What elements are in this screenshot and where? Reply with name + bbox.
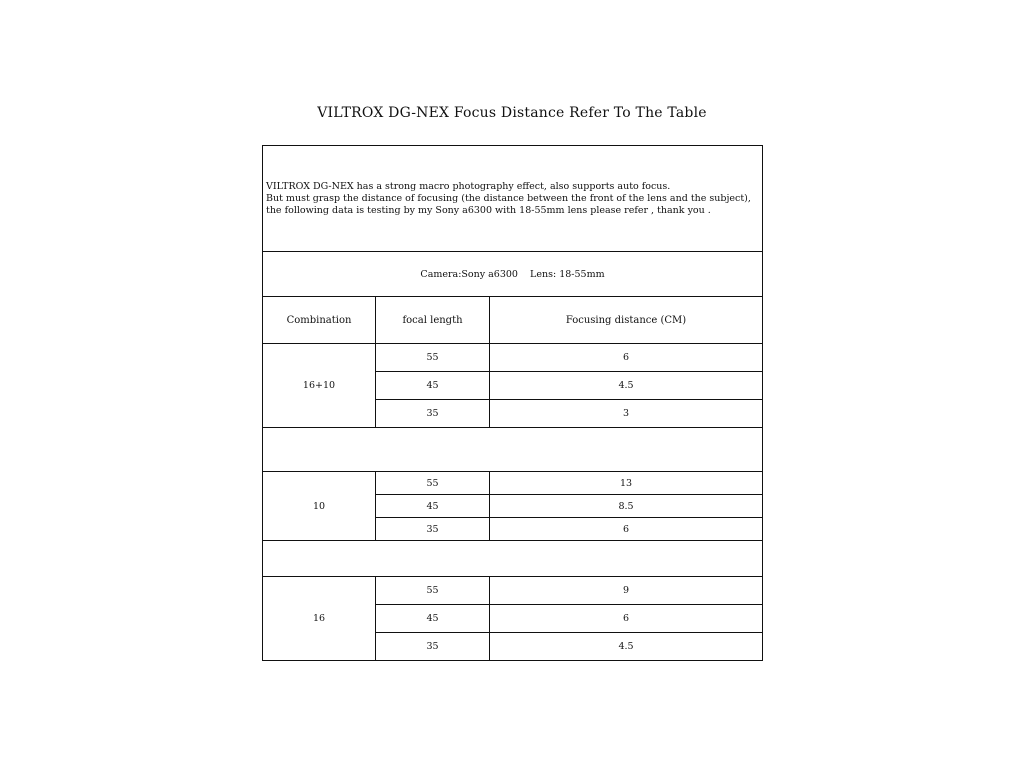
table-row xyxy=(263,472,763,495)
focal-cell: 45 xyxy=(376,372,490,400)
table-row xyxy=(263,577,763,605)
distance-cell: 4.5 xyxy=(490,633,763,661)
distance-cell: 6 xyxy=(490,605,763,633)
focal-cell: 35 xyxy=(376,518,490,541)
focal-cell: 35 xyxy=(376,400,490,428)
focal-cell: 55 xyxy=(376,472,490,495)
distance-cell: 8.5 xyxy=(490,495,763,518)
distance-cell: 9 xyxy=(490,577,763,605)
focal-cell: 45 xyxy=(376,495,490,518)
combination-cell: 16 xyxy=(263,577,376,661)
focus-distance-table xyxy=(262,145,763,661)
table-row xyxy=(263,344,763,372)
focal-cell: 55 xyxy=(376,344,490,372)
header-combination: Combination xyxy=(263,297,376,344)
intro-cell xyxy=(263,146,763,252)
combination-cell: 16+10 xyxy=(263,344,376,428)
distance-cell: 13 xyxy=(490,472,763,495)
focal-cell: 45 xyxy=(376,605,490,633)
distance-cell: 6 xyxy=(490,344,763,372)
distance-cell: 4.5 xyxy=(490,372,763,400)
distance-cell: 3 xyxy=(490,400,763,428)
camera-info: Camera:Sony a6300 Lens: 18-55mm xyxy=(263,252,763,297)
focal-cell: 55 xyxy=(376,577,490,605)
combination-cell: 10 xyxy=(263,472,376,541)
intro-line-2: But must grasp the distance of focusing (the distance between the front of the lens and the subject), the following data is testing by my Sony a6300 with 18-55mm lens please refer , thank you . xyxy=(266,192,751,216)
spacer-row xyxy=(263,428,763,472)
spacer-row xyxy=(263,541,763,577)
intro-line-1: VILTROX DG-NEX has a strong macro photography effect, also supports auto focus. xyxy=(266,180,671,192)
distance-cell: 6 xyxy=(490,518,763,541)
focal-cell: 35 xyxy=(376,633,490,661)
header-focusing-distance: Focusing distance (CM) xyxy=(490,297,763,344)
page-title: VILTROX DG-NEX Focus Distance Refer To The Table xyxy=(317,105,707,121)
header-focal-length: focal length xyxy=(376,297,490,344)
